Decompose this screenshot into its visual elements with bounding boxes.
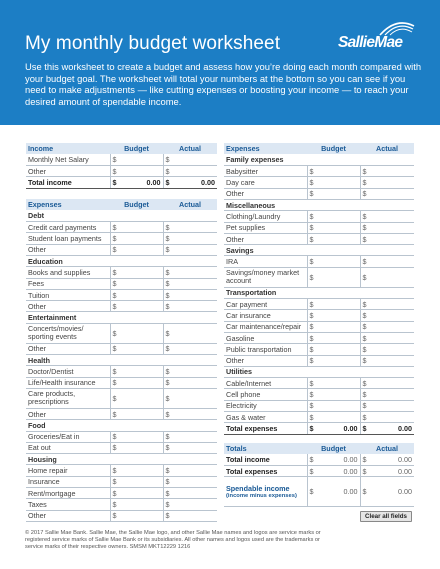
actual-input[interactable]: $	[163, 233, 217, 244]
table-row	[224, 321, 414, 332]
budget-input[interactable]: $	[307, 310, 360, 321]
row-label: Monthly Net Salary	[26, 154, 110, 165]
budget-input[interactable]: $	[307, 177, 360, 188]
budget-input[interactable]: $	[110, 388, 163, 408]
expenses-header: Expenses	[26, 199, 110, 210]
section-transport: Transportation	[224, 287, 414, 298]
actual-input[interactable]: $	[360, 166, 414, 177]
table-row	[224, 344, 414, 355]
actual-input[interactable]: $	[163, 442, 217, 453]
totals-header-row	[224, 443, 414, 454]
section-housing: Housing	[26, 454, 217, 465]
actual-input[interactable]: $	[163, 166, 217, 177]
actual-input[interactable]: $	[163, 499, 217, 510]
table-row	[26, 510, 217, 521]
budget-input[interactable]: $	[110, 377, 163, 388]
section-row	[26, 355, 217, 366]
table-row	[26, 366, 217, 377]
budget-input[interactable]: $	[307, 233, 360, 244]
actual-input[interactable]: $	[360, 332, 414, 343]
row-label: Fees	[26, 278, 110, 289]
budget-input[interactable]: $	[110, 289, 163, 300]
budget-input[interactable]: $	[307, 332, 360, 343]
actual-input[interactable]: $	[163, 267, 217, 278]
total-actual-value: $ 0.00	[360, 423, 414, 434]
row-label: Total income	[224, 454, 307, 465]
total-actual-value: $ 0.00	[163, 177, 217, 188]
section-debt: Debt	[26, 210, 217, 221]
row-label: Groceries/Eat in	[26, 431, 110, 442]
table-row	[224, 400, 414, 411]
row-label: Insurance	[26, 476, 110, 487]
actual-input[interactable]: $	[360, 310, 414, 321]
actual-input[interactable]: $	[360, 412, 414, 423]
total-budget-value: $ 0.00	[110, 177, 163, 188]
section-row	[26, 420, 217, 431]
row-label: Cell phone	[224, 389, 307, 400]
actual-input[interactable]: $	[163, 488, 217, 499]
actual-input[interactable]: $	[163, 222, 217, 233]
row-label: Life/Health insurance	[26, 377, 110, 388]
row-label: Cable/Internet	[224, 378, 307, 389]
row-label: Other	[26, 166, 110, 177]
table-row	[224, 211, 414, 222]
budget-input[interactable]: $	[110, 301, 163, 312]
actual-input[interactable]: $	[360, 321, 414, 332]
total-budget-value: $ 0.00	[307, 423, 360, 434]
row-label: Pet supplies	[224, 222, 307, 233]
budget-input[interactable]: $	[110, 366, 163, 377]
row-label: Eat out	[26, 442, 110, 453]
table-row	[224, 378, 414, 389]
actual-input[interactable]: $	[360, 267, 414, 287]
header-banner	[0, 0, 440, 125]
actual-input[interactable]: $	[163, 465, 217, 476]
actual-input[interactable]: $	[360, 211, 414, 222]
budget-header: Budget	[307, 143, 360, 154]
table-row	[26, 289, 217, 300]
spendable-budget-value: $ 0.00	[307, 477, 360, 507]
actual-input[interactable]: $	[360, 389, 414, 400]
actual-input[interactable]: $	[360, 256, 414, 267]
budget-input[interactable]: $	[110, 166, 163, 177]
table-row	[224, 355, 414, 366]
row-label: Other	[224, 233, 307, 244]
spendable-subtitle: (income minus expenses)	[226, 492, 297, 499]
section-savings: Savings	[224, 245, 414, 256]
actual-value: $ 0.00	[360, 454, 414, 465]
actual-input[interactable]: $	[163, 476, 217, 487]
table-row	[26, 431, 217, 442]
row-label: Concerts/movies/ sporting events	[26, 323, 110, 343]
table-row	[26, 499, 217, 510]
section-row	[26, 210, 217, 221]
row-label: Books and supplies	[26, 267, 110, 278]
actual-input[interactable]: $	[360, 177, 414, 188]
section-family: Family expenses	[224, 154, 414, 165]
totals-header: Totals	[224, 443, 307, 454]
section-row	[224, 287, 414, 298]
budget-input[interactable]: $	[307, 222, 360, 233]
row-label: Care products, prescriptions	[26, 388, 110, 408]
row-label: Other	[26, 244, 110, 255]
table-row	[26, 233, 217, 244]
actual-header: Actual	[360, 443, 414, 454]
section-food: Food	[26, 420, 217, 431]
table-row	[224, 389, 414, 400]
actual-input[interactable]: $	[360, 400, 414, 411]
section-health: Health	[26, 355, 217, 366]
table-row	[26, 154, 217, 165]
section-row	[26, 312, 217, 323]
table-row	[26, 244, 217, 255]
section-utilities: Utilities	[224, 366, 414, 377]
row-label: Other	[26, 343, 110, 354]
actual-input[interactable]: $	[360, 233, 414, 244]
expenses-table-right	[224, 143, 414, 435]
budget-input[interactable]: $	[307, 344, 360, 355]
row-label: Gasoline	[224, 332, 307, 343]
budget-input[interactable]: $	[110, 442, 163, 453]
table-row	[26, 476, 217, 487]
table-row	[26, 323, 217, 343]
actual-input[interactable]: $	[360, 299, 414, 310]
table-row	[26, 166, 217, 177]
logo-wordmark: SallieMae	[338, 34, 403, 51]
row-label: Credit card payments	[26, 222, 110, 233]
row-label: Public transportation	[224, 344, 307, 355]
budget-input[interactable]: $	[307, 166, 360, 177]
actual-input[interactable]: $	[163, 343, 217, 354]
actual-input[interactable]: $	[163, 431, 217, 442]
row-label: Other	[26, 510, 110, 521]
row-label: Car maintenance/repair	[224, 321, 307, 332]
row-label: Total income	[26, 177, 110, 188]
totals-table	[224, 443, 414, 507]
budget-input[interactable]: $	[307, 389, 360, 400]
budget-input[interactable]: $	[110, 476, 163, 487]
actual-header: Actual	[163, 143, 217, 154]
budget-input[interactable]: $	[110, 431, 163, 442]
budget-input[interactable]: $	[307, 400, 360, 411]
budget-input[interactable]: $	[110, 222, 163, 233]
row-label: Other	[26, 301, 110, 312]
budget-value: $ 0.00	[307, 454, 360, 465]
row-label: Total expenses	[224, 423, 307, 434]
expenses-header: Expenses	[224, 143, 307, 154]
table-row	[26, 388, 217, 408]
table-row	[224, 177, 414, 188]
budget-input[interactable]: $	[110, 343, 163, 354]
budget-input[interactable]: $	[110, 278, 163, 289]
actual-input[interactable]: $	[163, 244, 217, 255]
table-row	[224, 222, 414, 233]
budget-input[interactable]: $	[110, 323, 163, 343]
table-row	[26, 465, 217, 476]
table-row	[224, 233, 414, 244]
budget-input[interactable]: $	[307, 299, 360, 310]
budget-input[interactable]: $	[110, 510, 163, 521]
table-row	[26, 442, 217, 453]
budget-header: Budget	[307, 443, 360, 454]
actual-input[interactable]: $	[163, 154, 217, 165]
table-row	[224, 267, 414, 287]
section-row	[224, 366, 414, 377]
section-row	[224, 154, 414, 165]
table-row	[26, 278, 217, 289]
actual-input[interactable]: $	[163, 388, 217, 408]
table-row	[224, 412, 414, 423]
row-label: Clothing/Laundry	[224, 211, 307, 222]
table-row	[26, 488, 217, 499]
budget-input[interactable]: $	[110, 465, 163, 476]
row-label: Total expenses	[224, 466, 307, 477]
row-label: Taxes	[26, 499, 110, 510]
actual-header: Actual	[360, 143, 414, 154]
row-label: IRA	[224, 256, 307, 267]
actual-header: Actual	[163, 199, 217, 210]
income-header: Income	[26, 143, 110, 154]
budget-input[interactable]: $	[110, 408, 163, 419]
income-header-row	[26, 143, 217, 154]
actual-input[interactable]: $	[163, 301, 217, 312]
budget-value: $ 0.00	[307, 466, 360, 477]
totals-income-row	[224, 454, 414, 465]
totals-expenses-row	[224, 466, 414, 477]
spendable-label	[224, 477, 307, 507]
intro-text: Use this worksheet to create a budget and assess how you’re doing each month compared with your budget goal. The worksheet will total your numbers at the bottom so you can see if you need to make adjustments — like cutting expenses or boosting your income — to reach your desired amount of spendable income.	[25, 61, 422, 107]
row-label: Home repair	[26, 465, 110, 476]
income-table	[26, 143, 217, 189]
actual-input[interactable]: $	[163, 377, 217, 388]
row-label: Electricity	[224, 400, 307, 411]
table-row	[26, 222, 217, 233]
row-label: Other	[224, 188, 307, 199]
table-row	[224, 332, 414, 343]
total-expenses-row	[224, 423, 414, 434]
table-row	[224, 256, 414, 267]
table-row	[26, 408, 217, 419]
spendable-income-row	[224, 477, 414, 507]
actual-input[interactable]: $	[163, 366, 217, 377]
budget-header: Budget	[110, 143, 163, 154]
budget-input[interactable]: $	[110, 267, 163, 278]
budget-input[interactable]: $	[110, 499, 163, 510]
expenses-header-row	[224, 143, 414, 154]
table-row	[26, 343, 217, 354]
row-label: Gas & water	[224, 412, 307, 423]
section-row	[224, 199, 414, 210]
actual-input[interactable]: $	[360, 355, 414, 366]
budget-input[interactable]: $	[110, 233, 163, 244]
row-label: Babysitter	[224, 166, 307, 177]
row-label: Student loan payments	[26, 233, 110, 244]
budget-input[interactable]: $	[307, 256, 360, 267]
section-row	[224, 245, 414, 256]
actual-value: $ 0.00	[360, 466, 414, 477]
spendable-title: Spendable income	[226, 483, 290, 493]
budget-input[interactable]: $	[307, 355, 360, 366]
row-label: Tuition	[26, 289, 110, 300]
actual-input[interactable]: $	[360, 222, 414, 233]
actual-input[interactable]: $	[163, 408, 217, 419]
row-label: Day care	[224, 177, 307, 188]
table-row	[26, 377, 217, 388]
budget-input[interactable]: $	[307, 321, 360, 332]
row-label: Savings/money market account	[224, 267, 307, 287]
budget-input[interactable]: $	[307, 188, 360, 199]
table-row	[224, 299, 414, 310]
spendable-actual-value: $ 0.00	[360, 477, 414, 507]
table-row	[224, 166, 414, 177]
table-row	[26, 267, 217, 278]
section-row	[26, 454, 217, 465]
section-row	[26, 255, 217, 266]
row-label: Car payment	[224, 299, 307, 310]
actual-input[interactable]: $	[163, 289, 217, 300]
actual-input[interactable]: $	[163, 510, 217, 521]
actual-input[interactable]: $	[360, 378, 414, 389]
section-education: Education	[26, 255, 217, 266]
actual-input[interactable]: $	[360, 344, 414, 355]
row-label: Other	[26, 408, 110, 419]
total-income-row	[26, 177, 217, 188]
clear-all-fields-button[interactable]: Clear all fields	[360, 511, 412, 522]
expenses-table-left	[26, 199, 217, 522]
expenses-header-row	[26, 199, 217, 210]
budget-input[interactable]: $	[307, 412, 360, 423]
budget-header: Budget	[110, 199, 163, 210]
page-title: My monthly budget worksheet	[25, 33, 281, 54]
sallie-mae-logo	[338, 20, 418, 54]
budget-input[interactable]: $	[307, 267, 360, 287]
actual-input[interactable]: $	[360, 188, 414, 199]
section-entertainment: Entertainment	[26, 312, 217, 323]
table-row	[26, 301, 217, 312]
table-row	[224, 188, 414, 199]
row-label: Car insurance	[224, 310, 307, 321]
budget-input[interactable]: $	[307, 211, 360, 222]
budget-input[interactable]: $	[110, 488, 163, 499]
row-label: Other	[224, 355, 307, 366]
row-label: Doctor/Dentist	[26, 366, 110, 377]
actual-input[interactable]: $	[163, 323, 217, 343]
budget-input[interactable]: $	[110, 244, 163, 255]
budget-input[interactable]: $	[110, 154, 163, 165]
row-label: Rent/mortgage	[26, 488, 110, 499]
actual-input[interactable]: $	[163, 278, 217, 289]
table-row	[224, 310, 414, 321]
footer-copyright: © 2017 Sallie Mae Bank. Sallie Mae, the Sallie Mae logo, and other Sallie Mae names and logos are service marks or registered service marks of Sallie Mae Bank or its subsidiaries. All other names and logos used are the trademarks or service marks of their respective owners. SMSM MKT12229 1216	[25, 530, 321, 551]
section-misc: Miscellaneous	[224, 199, 414, 210]
budget-input[interactable]: $	[307, 378, 360, 389]
